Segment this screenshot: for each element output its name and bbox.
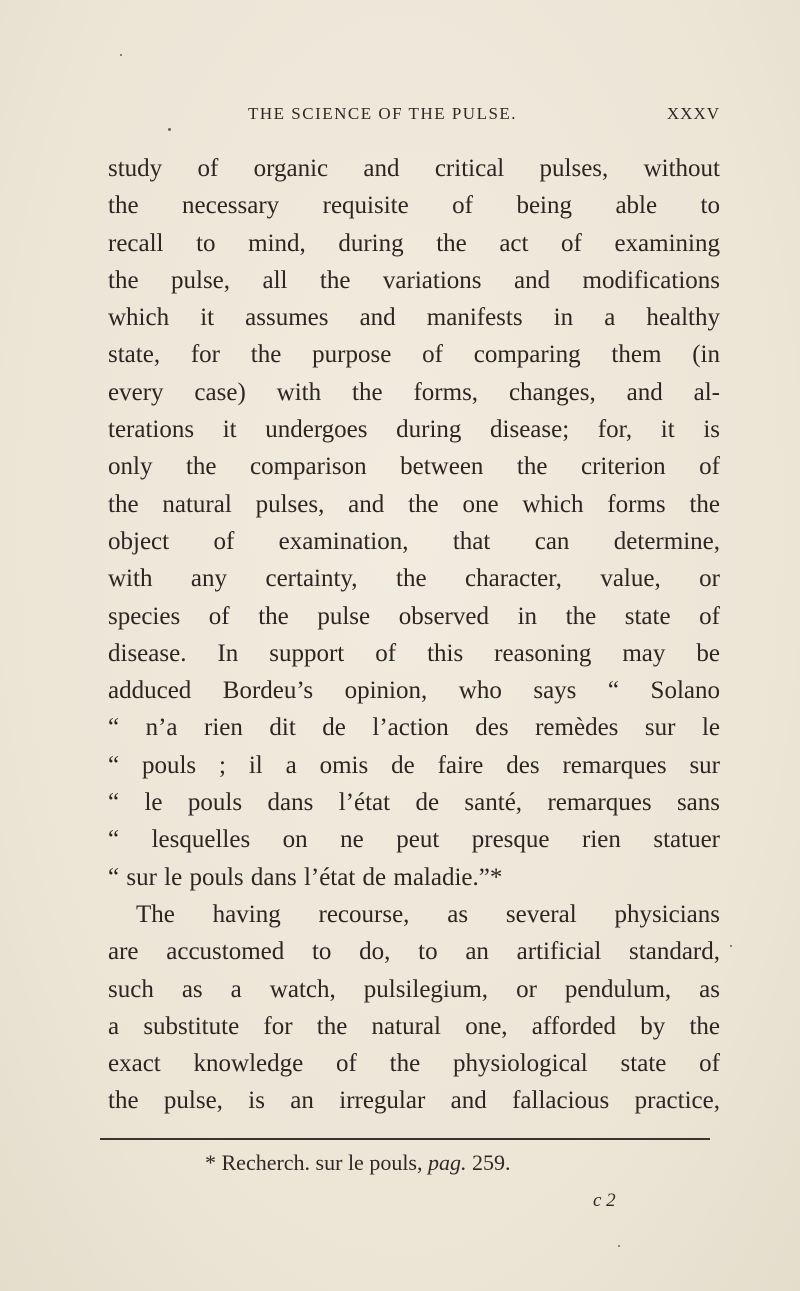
page-number: XXXV <box>666 104 720 123</box>
text-line: the pulse, all the variations and modifications <box>108 266 720 294</box>
paper-speck <box>618 1245 620 1247</box>
text-line: adduced Bordeu’s opinion, who says “ Solano <box>108 677 720 705</box>
text-line: the necessary requisite of being able to <box>108 192 720 220</box>
text-line: such as a watch, pulsilegium, or pendulum, as <box>108 975 720 1003</box>
text-line: object of examination, that can determine, <box>108 527 720 555</box>
text-line: study of organic and critical pulses, without <box>108 155 720 182</box>
body-text <box>108 150 720 1120</box>
quote-line-last: “ sur le pouls dans l’état de maladie.”* <box>108 863 503 891</box>
text-line: only the comparison between the criterion of <box>108 453 720 481</box>
text-line: recall to mind, during the act of examining <box>108 229 720 257</box>
footnote <box>205 1150 511 1176</box>
paper-speck <box>168 128 171 131</box>
footnote-page-value: 259. <box>472 1150 511 1175</box>
text-line: with any certainty, the character, value, or <box>108 565 720 593</box>
text-line: the natural pulses, and the one which forms the <box>108 490 720 518</box>
text-line: every case) with the forms, changes, and al- <box>108 378 720 406</box>
footnote-rule <box>100 1138 710 1140</box>
text-line: exact knowledge of the physiological state of <box>108 1050 720 1078</box>
running-head-title: THE SCIENCE OF THE PULSE. <box>248 104 518 123</box>
text-line: which it assumes and manifests in a healthy <box>108 304 720 332</box>
footnote-marker: * <box>205 1150 216 1175</box>
text-line: the pulse, is an irregular and fallacious practice, <box>108 1087 720 1115</box>
running-head <box>108 104 720 128</box>
paragraph-first-line: The having recourse, as several physicians <box>136 900 720 928</box>
text-line: state, for the purpose of comparing them (in <box>108 341 720 369</box>
footnote-text: Recherch. sur le pouls, <box>221 1150 423 1175</box>
paper-speck <box>120 54 122 56</box>
footnote-page-label: pag. <box>428 1150 467 1175</box>
quote-line: “ pouls ; il a omis de faire des remarques sur <box>108 751 720 779</box>
text-line: species of the pulse observed in the state of <box>108 602 720 630</box>
signature-mark: c 2 <box>593 1190 616 1211</box>
quote-line: “ le pouls dans l’état de santé, remarques sans <box>108 789 720 817</box>
quote-line: “ lesquelles on ne peut presque rien statuer <box>108 826 720 854</box>
paper-speck <box>730 945 732 947</box>
text-line: terations it undergoes during disease; for, it is <box>108 416 720 444</box>
quote-line: “ n’a rien dit de l’action des remèdes sur le <box>108 714 720 742</box>
text-line: disease. In support of this reasoning may be <box>108 639 720 667</box>
text-line: are accustomed to do, to an artificial standard, <box>108 938 720 966</box>
text-line: a substitute for the natural one, afforded by the <box>108 1012 720 1040</box>
